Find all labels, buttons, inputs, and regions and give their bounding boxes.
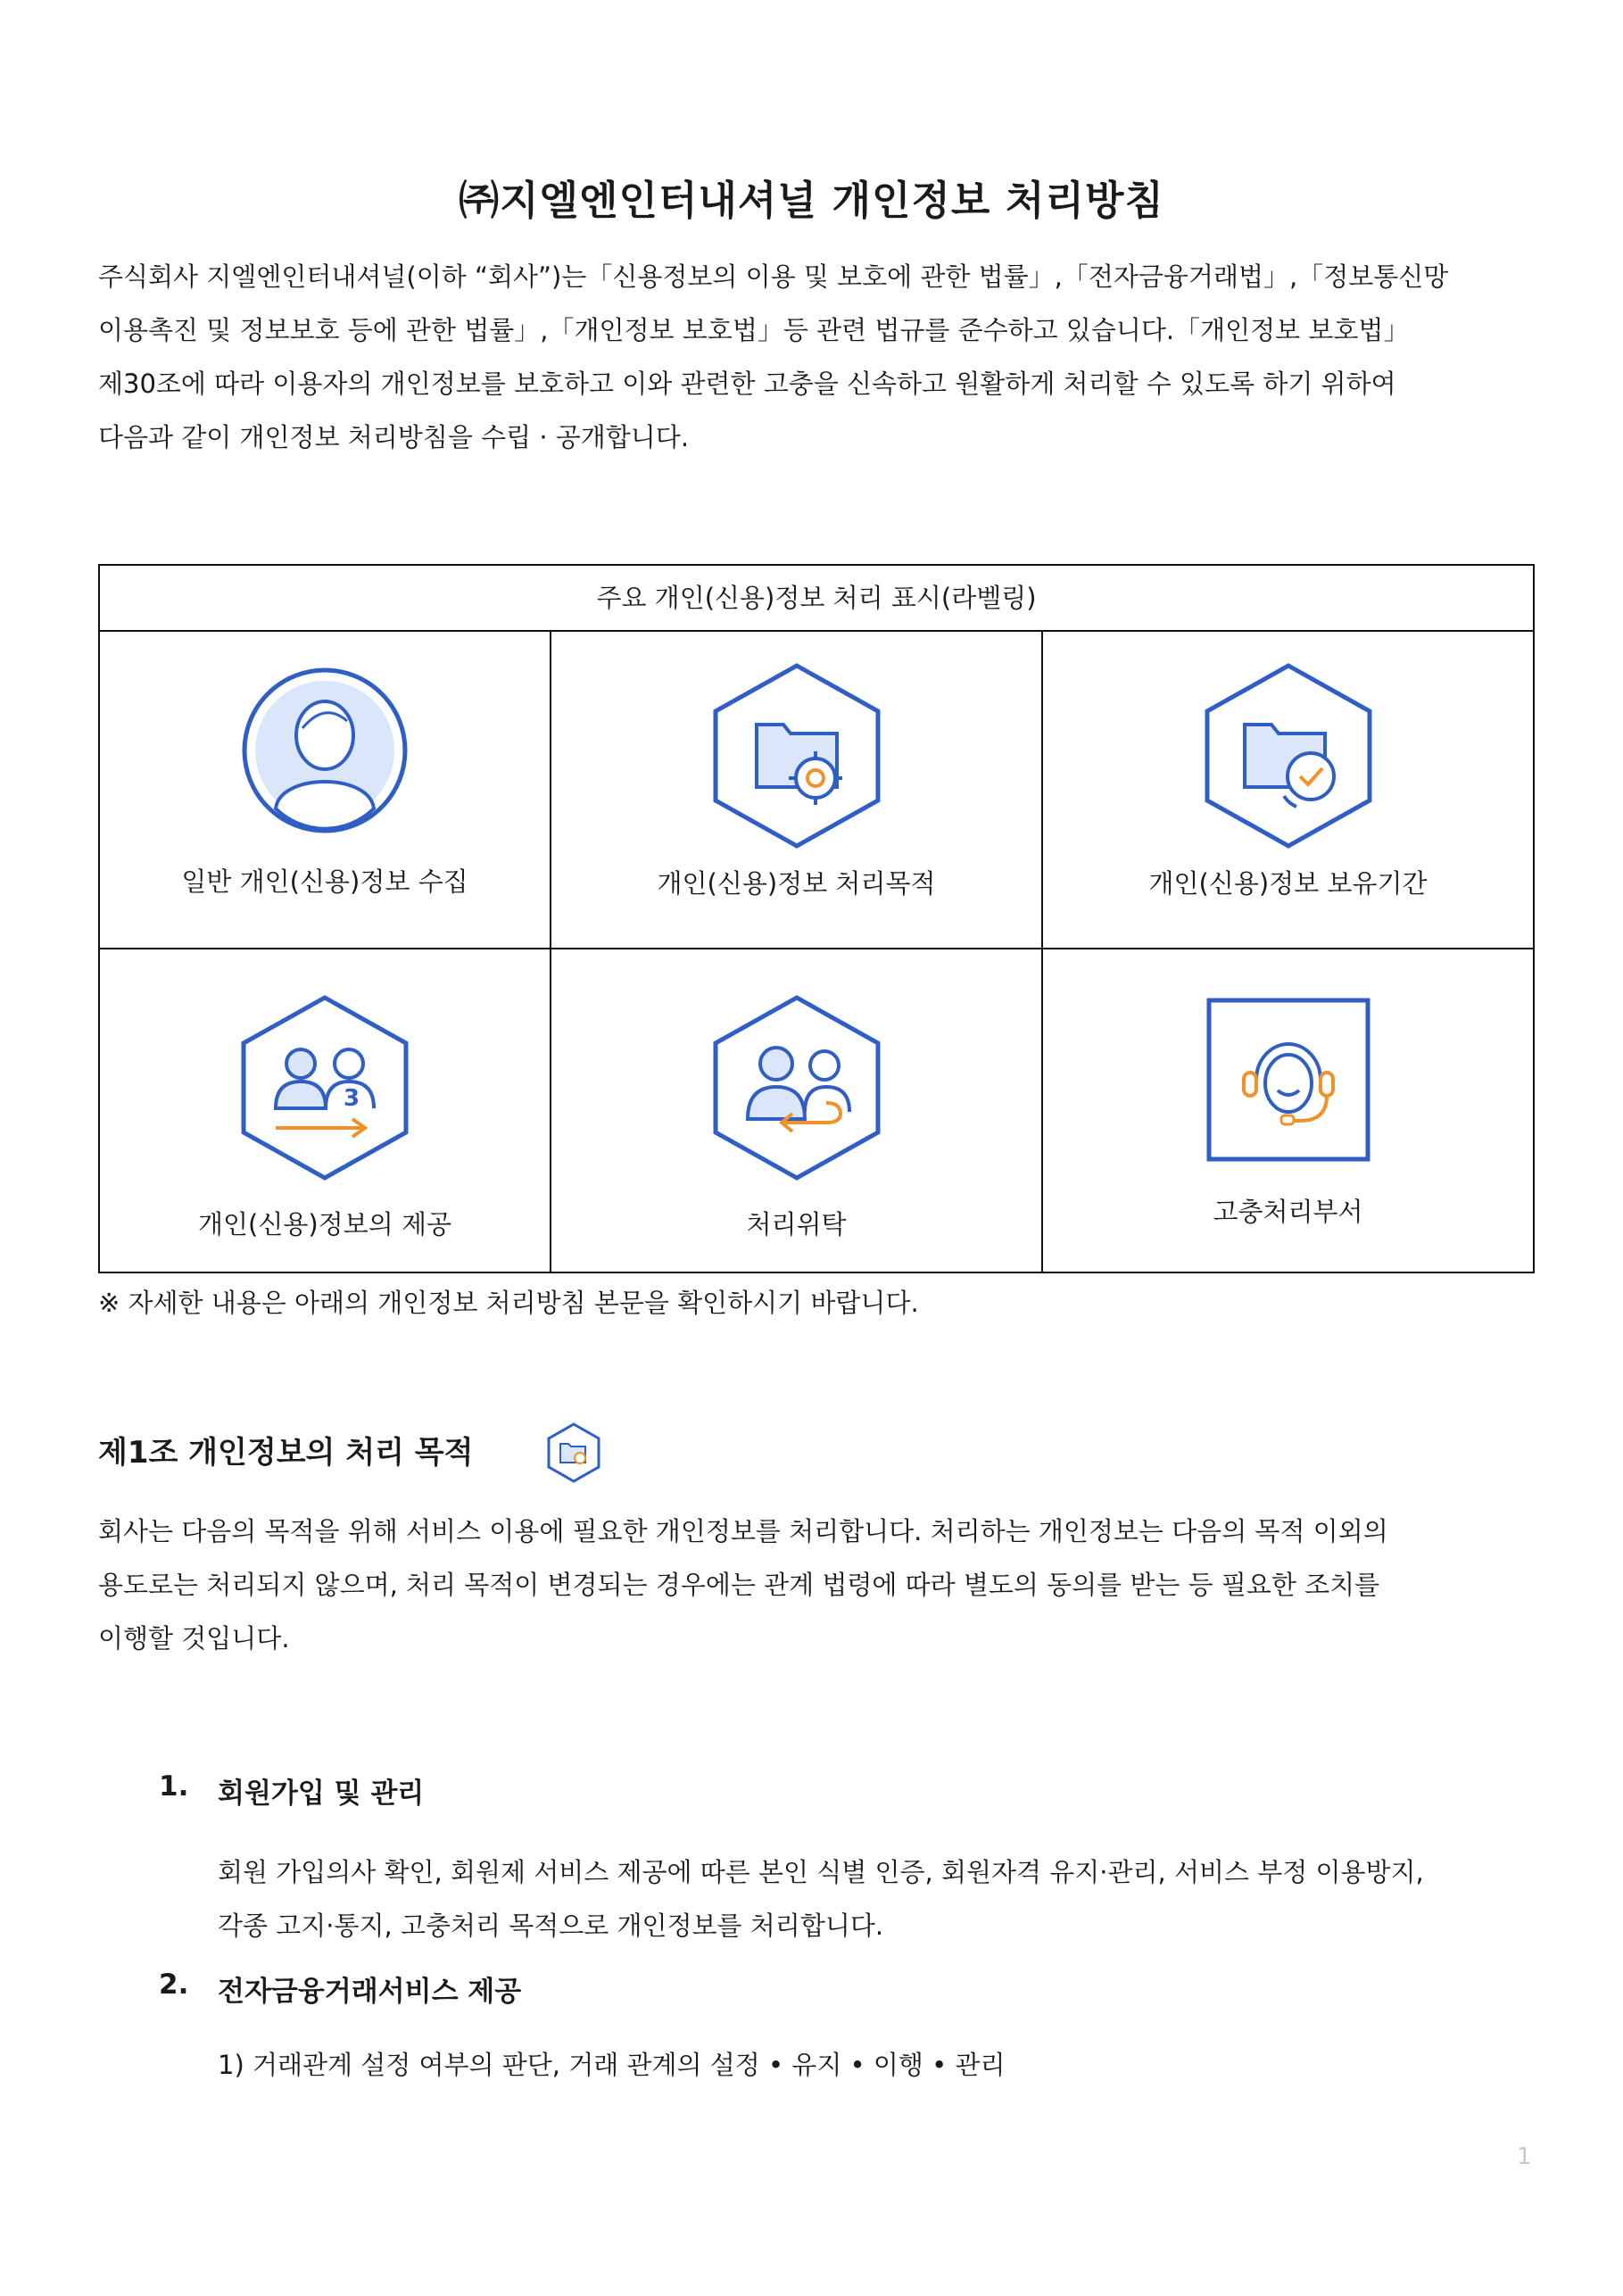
article-body-line: 이행할 것입니다.: [98, 1623, 290, 1654]
section-title: 회원가입 및 관리: [218, 1778, 425, 1810]
page-number: 1: [1517, 2143, 1532, 2170]
label-cell-outsourcing: [551, 949, 1041, 1273]
intro-line: 주식회사 지엘엔인터내셔널(이하 “회사”)는「신용정보의 이용 및 보호에 관한 법률」,「전자금융거래법」,「정보통신망: [98, 261, 1449, 292]
section-number: 1.: [159, 1770, 189, 1803]
document-title: ㈜지엘엔인터내셔널 개인정보 처리방침: [459, 177, 1164, 224]
person-circle-icon: [240, 666, 410, 835]
folder-clock-icon: [1202, 662, 1375, 850]
label-caption: 고충처리부서: [1213, 1197, 1363, 1227]
section-sub-item: 1) 거래관계 설정 여부의 판단, 거래 관계의 설정 • 유지 • 이행 • 관리: [218, 2050, 1006, 2080]
outsourcing-icon: [710, 994, 883, 1181]
label-cell-retention: [1043, 630, 1533, 948]
headset-icon: [1206, 998, 1370, 1162]
intro-line: 제30조에 따라 이용자의 개인정보를 보호하고 이와 관련한 고충을 신속하고 원활하게 처리할 수 있도록 하기 위하여: [98, 369, 1396, 399]
intro-line: 이용촉진 및 정보보호 등에 관한 법률」,「개인정보 보호법」등 관련 법규를 준수하고 있습니다.「개인정보 보호법」: [98, 315, 1410, 345]
svg-text:3: 3: [344, 1085, 360, 1112]
label-cell-grievance: [1043, 949, 1533, 1273]
label-cell-provision: [100, 949, 550, 1273]
article-body-line: 회사는 다음의 목적을 위해 서비스 이용에 필요한 개인정보를 처리합니다. 처리하는 개인정보는 다음의 목적 이외의: [98, 1516, 1388, 1546]
section-body-line: 각종 고지·통지, 고충처리 목적으로 개인정보를 처리합니다.: [218, 1911, 884, 1941]
intro-paragraph: [98, 250, 1535, 464]
section-body: [218, 1845, 1535, 1952]
folder-gear-icon: [546, 1422, 601, 1483]
label-caption: 처리위탁: [746, 1209, 847, 1239]
label-cell-collection: [100, 630, 550, 948]
article-1-body: [98, 1504, 1535, 1665]
label-caption: 개인(신용)정보 처리목적: [657, 868, 936, 899]
table-footnote: ※ 자세한 내용은 아래의 개인정보 처리방침 본문을 확인하시기 바랍니다.: [98, 1288, 919, 1318]
article-body-line: 용도로는 처리되지 않으며, 처리 목적이 변경되는 경우에는 관계 법령에 따라 별도의 동의를 받는 등 필요한 조치를: [98, 1570, 1380, 1600]
label-caption: 개인(신용)정보의 제공: [198, 1209, 451, 1239]
section-number: 2.: [159, 1969, 189, 2001]
article-1-heading: 제1조 개인정보의 처리 목적: [98, 1435, 474, 1471]
intro-line: 다음과 같이 개인정보 처리방침을 수립 · 공개합니다.: [98, 422, 690, 452]
labeling-table-header: 주요 개인(신용)정보 처리 표시(라벨링): [100, 566, 1533, 632]
label-caption: 일반 개인(신용)정보 수집: [181, 866, 468, 897]
label-cell-purpose: [551, 630, 1041, 948]
section-body-line: 회원 가입의사 확인, 회원제 서비스 제공에 따른 본인 식별 인증, 회원자격 유지·관리, 서비스 부정 이용방지,: [218, 1857, 1424, 1887]
label-caption: 개인(신용)정보 보유기간: [1148, 868, 1428, 899]
third-party-provision-icon: [240, 994, 410, 1181]
labeling-table: [98, 564, 1535, 1273]
folder-gear-icon: [710, 662, 883, 850]
section-title: 전자금융거래서비스 제공: [218, 1976, 522, 2008]
